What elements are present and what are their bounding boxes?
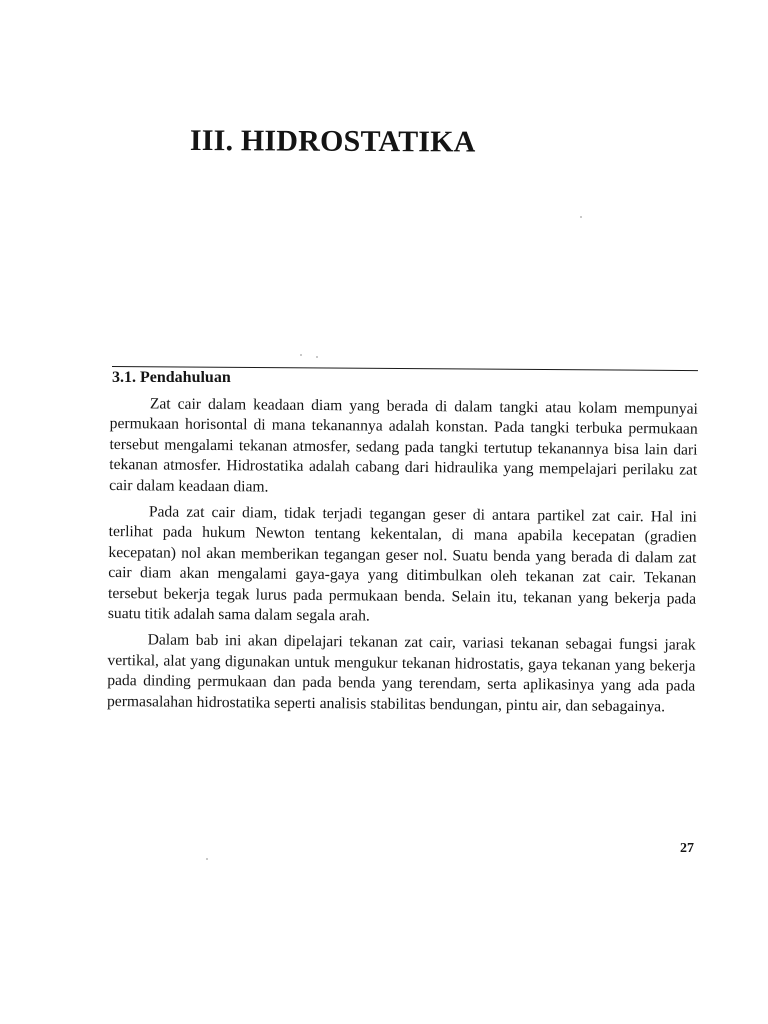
paragraph-1: Zat cair dalam keadaan diam yang berada di dalam tangki atau kolam mempunyai permukaan horisontal di mana tekanannya adalah konstan. Pada tangki terbuka permukaan tersebut mengalami tekanan atmosfer, sedang pada tangki tertutup tekanannya bisa lain dari tekanan atmosfer. Hidrostatika adalah cabang dari hidraulika yang mempelajari perilaku zat cair dalam keadaan diam. [109,395,698,496]
section-body [107,394,698,724]
scan-speck [580,216,582,218]
scan-speck [316,356,318,358]
paragraph-2: Pada zat cair diam, tidak terjadi tegangan geser di antara partikel zat cair. Hal ini terlihat pada hukum Newton tentang kekentalan, di mana apabila kecepatan (gradien kecepatan) nol akan memberikan tegangan geser nol. Suatu benda yang berada di dalam zat cair diam akan mengalami gaya-gaya yang ditimbulkan oleh tekanan zat cair. Tekanan tersebut bekerja tegak lurus pada permukaan benda. Selain itu, tekanan yang bekerja pada suatu titik adalah sama dalam segala arah. [107,503,697,625]
paragraph-3: Dalam bab ini akan dipelajari tekanan zat cair, variasi tekanan sebagai fungsi jarak vertikal, alat yang digunakan untuk mengukur tekanan hidrostatis, gaya tekanan yang bekerja pada dinding permukaan dan pada benda yang terendam, serta aplikasinya yang ada pada permasalahan hidrostatika seperti analisis stabilitas bendungan, pintu air, dan sebagainya. [106,631,696,716]
page-number: 27 [680,841,694,856]
chapter-title: III. HIDROSTATIKA [189,124,476,159]
section-heading: 3.1. Pendahuluan [112,369,231,386]
scan-speck [206,858,208,860]
scan-speck [300,354,302,356]
